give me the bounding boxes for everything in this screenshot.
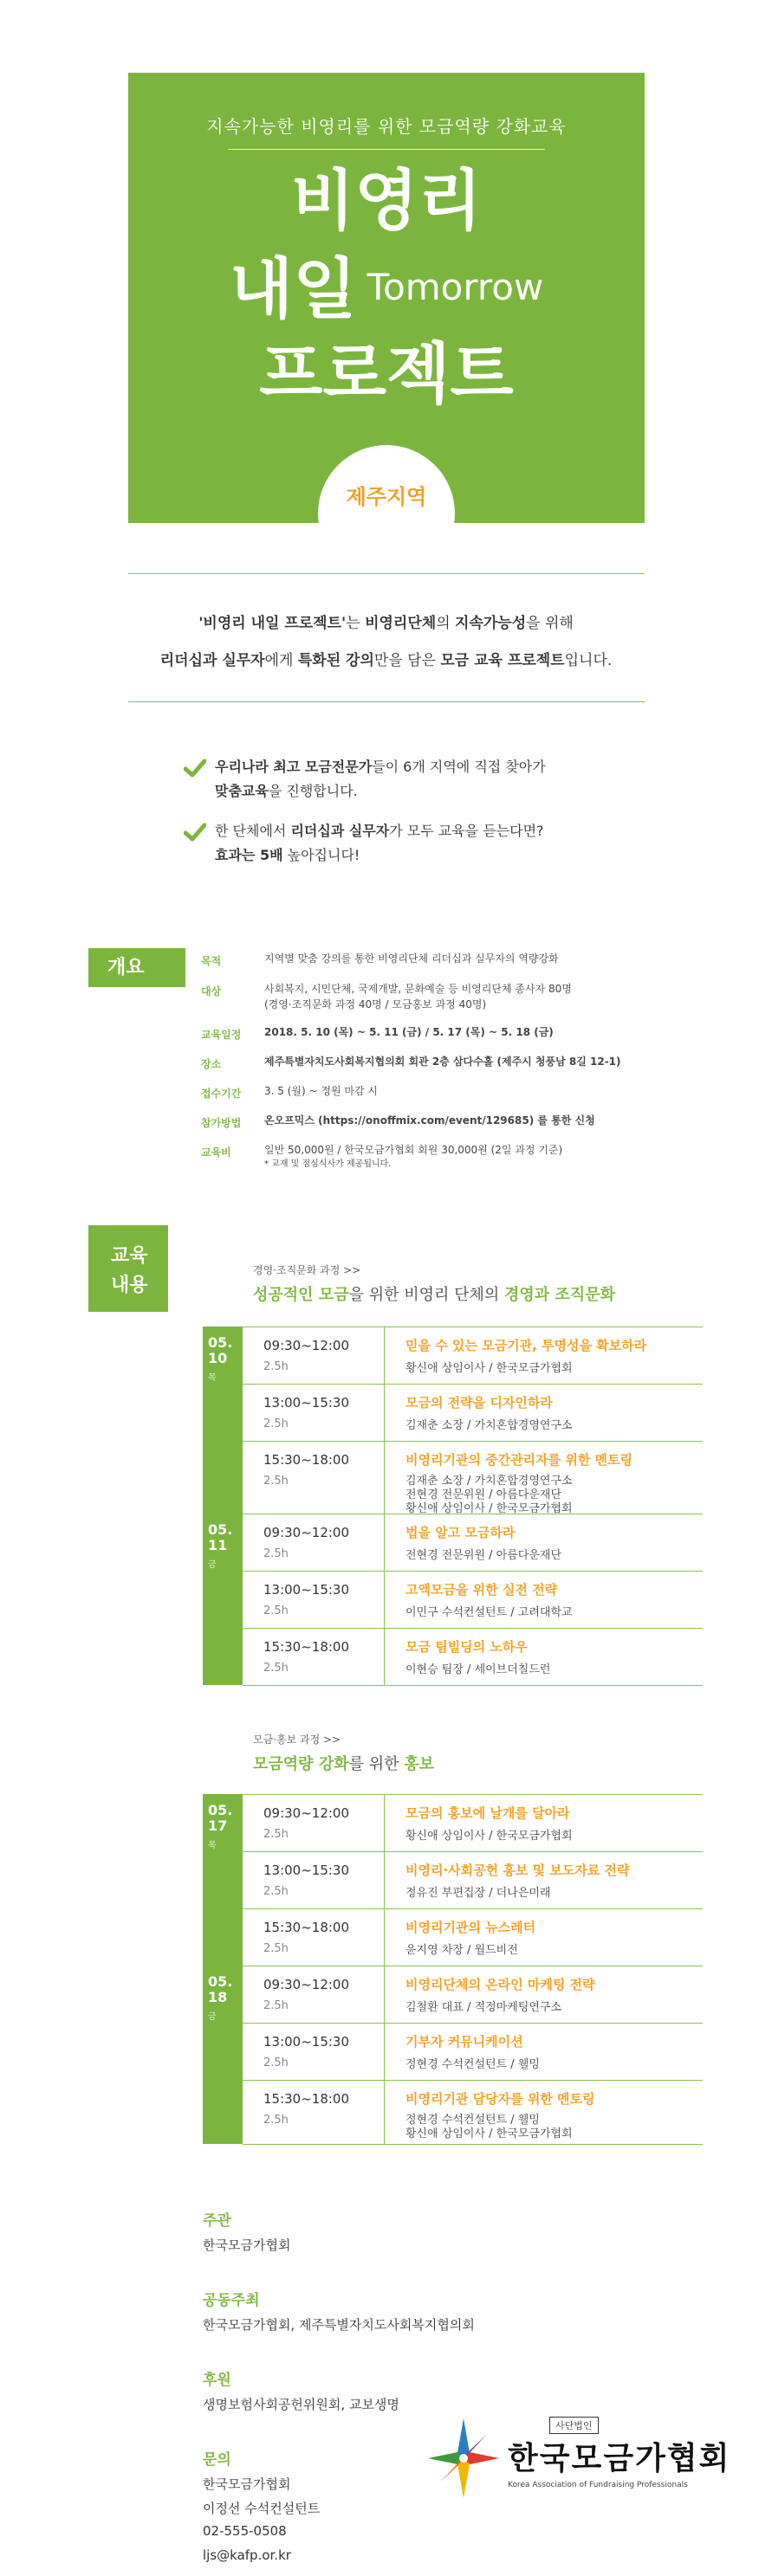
- session-time: 13:00~15:30: [263, 2034, 350, 2050]
- curriculum-tag-l1: 교육: [111, 1245, 148, 1267]
- session-time: 09:30~12:00: [263, 1338, 350, 1353]
- course-title-accent: 모금역량 강화: [253, 1755, 349, 1773]
- course1-end-rule: [243, 1685, 703, 1686]
- intro-text: 리더십과 실무자: [159, 652, 265, 669]
- intro-text: '비영리 내일 프로젝트': [198, 615, 347, 632]
- check-text-bold: 효과는 5배: [215, 847, 283, 863]
- overview-value: 일반 50,000원 / 한국모금가협회 회원 30,000원 (2일 과정 기준): [264, 1144, 563, 1156]
- contact-email[interactable]: ljs@kafp.or.kr: [203, 2547, 291, 2563]
- session-divider: [384, 1572, 385, 1628]
- intro-line1: [104, 610, 668, 632]
- check-text: [215, 779, 358, 804]
- session-speaker: 황신애 상임이사 / 한국모금가협회: [405, 1830, 573, 1843]
- course-title-accent: 홍보: [404, 1755, 434, 1773]
- overview-label: 교육일정: [201, 1029, 242, 1041]
- contact-person: 이정선 수석컨설턴트: [203, 2501, 321, 2516]
- session-divider: [384, 1909, 385, 1966]
- session-divider: [384, 1442, 385, 1514]
- overview-value: (경영·조직문화 과정 40명 / 모금홍보 과정 40명): [264, 998, 487, 1010]
- course-title-accent: 성공적인 모금: [253, 1286, 349, 1304]
- session-duration: 2.5h: [263, 1417, 289, 1430]
- overview-label: 장소: [201, 1058, 222, 1070]
- intro-text: 만을 담은: [373, 652, 441, 669]
- session-duration: 2.5h: [263, 2056, 289, 2069]
- day-date: 10: [208, 1350, 228, 1366]
- session-title: 믿을 수 있는 모금기관, 투명성을 확보하라: [405, 1338, 647, 1353]
- day-date: 11: [208, 1537, 228, 1553]
- intro-bottom-rule: [128, 701, 645, 702]
- contact-heading: 문의: [203, 2451, 231, 2469]
- day-block-0511: [203, 1514, 243, 1685]
- day-month: 05.: [208, 1973, 233, 1990]
- session-row: [243, 1908, 703, 1966]
- session-speaker: 김재춘 소장 / 가치혼합경영연구소: [405, 1475, 573, 1488]
- intro-text: 에게: [264, 652, 298, 669]
- overview-value: 온오프믹스 (https://onoffmix.com/event/129685) 를 통한 신청: [264, 1114, 595, 1127]
- intro-text: 입니다.: [564, 652, 613, 669]
- session-speaker: 정현경 수석컨설턴트 / 웰밍: [405, 2058, 540, 2071]
- session-divider: [384, 1514, 385, 1571]
- check-text-normal: 한 단체에서: [215, 823, 291, 839]
- overview-label: 접수기간: [201, 1088, 242, 1100]
- host-heading: 주관: [203, 2212, 231, 2230]
- session-row: [243, 1514, 703, 1571]
- intro-text: 모금 교육 프로젝트: [440, 652, 565, 669]
- session-speaker: 정현경 수석컨설턴트 / 웰밍: [405, 2114, 540, 2127]
- session-row: [243, 1571, 703, 1628]
- session-speaker: 황신애 상임이사 / 한국모금가협회: [405, 2127, 573, 2140]
- session-speaker: 이현승 팀장 / 세이브더칠드런: [405, 1663, 551, 1676]
- session-time: 13:00~15:30: [263, 1395, 350, 1411]
- day-month: 05.: [208, 1334, 233, 1351]
- overview-label: 대상: [201, 985, 222, 997]
- overview-value: 사회복지, 시민단체, 국제개발, 문화예술 등 비영리단체 종사자 80명: [264, 983, 572, 995]
- course1-title: [253, 1282, 615, 1305]
- session-title: 법을 알고 모금하라: [405, 1525, 516, 1540]
- check-text-normal: 높아집니다!: [282, 847, 360, 863]
- overview-note: * 교재 및 점심식사가 제공됩니다.: [264, 1159, 392, 1169]
- intro-text: 을 위해: [526, 615, 574, 632]
- hero-banner: [128, 73, 645, 523]
- region-badge-label: 제주지역: [346, 485, 427, 509]
- session-duration: 2.5h: [263, 1999, 289, 2012]
- session-row: [243, 1441, 703, 1514]
- session-divider: [384, 1966, 385, 2023]
- curriculum-tag-l2: 내용: [111, 1275, 148, 1296]
- session-title: 비영리기관의 중간관리자를 위한 멘토링: [405, 1452, 633, 1468]
- session-time: 13:00~15:30: [263, 1863, 350, 1878]
- overview-label: 교육비: [201, 1146, 231, 1159]
- intro-text: 특화된 강의: [297, 652, 374, 669]
- overview-value: 제주특별자치도사회복지협의회 회관 2층 삼다수홀 (제주시 청풍남 8길 12-1): [264, 1056, 621, 1068]
- session-time: 15:30~18:00: [263, 1920, 350, 1935]
- session-duration: 2.5h: [263, 1942, 289, 1955]
- curriculum-tag: [88, 1225, 168, 1312]
- session-row: [243, 1327, 703, 1384]
- overview-label: 목적: [201, 955, 222, 967]
- session-speaker: 황신애 상임이사 / 한국모금가협회: [405, 1502, 573, 1515]
- intro-text: 지속가능성: [455, 615, 527, 632]
- day-month: 05.: [208, 1802, 233, 1818]
- session-duration: 2.5h: [263, 1828, 289, 1841]
- session-time: 15:30~18:00: [263, 1452, 350, 1468]
- logo-name: 한국모금가협회: [508, 2440, 731, 2476]
- session-divider: [384, 2024, 385, 2080]
- logo-english: Korea Association of Fundraising Professionals: [508, 2481, 688, 2489]
- session-duration: 2.5h: [263, 2114, 289, 2127]
- intro-line2: [104, 648, 668, 669]
- day-month: 05.: [208, 1521, 233, 1538]
- check-text-bold: 리더십과 실무자: [290, 823, 390, 839]
- session-time: 15:30~18:00: [263, 1639, 350, 1655]
- sponsor-heading: 후원: [203, 2372, 231, 2389]
- overview-value: 지역별 맞춤 강의를 통한 비영리단체 리더십과 실무자의 역량강화: [264, 952, 559, 965]
- cohost-text: 한국모금가협회, 제주특별자치도사회복지협의회: [203, 2317, 475, 2333]
- session-title: 비영리기관 담당자를 위한 멘토링: [405, 2091, 595, 2107]
- day-weekday: 목: [208, 1841, 217, 1850]
- day-date: 17: [208, 1817, 228, 1834]
- day-weekday: 금: [208, 2012, 217, 2022]
- course-title-accent: 경영과 조직문화: [504, 1286, 615, 1304]
- hero-title-line1: 비영리: [290, 162, 483, 239]
- session-divider: [384, 1852, 385, 1908]
- check-text-normal: 들이 6개 지역에 직접 찾아가: [372, 759, 546, 775]
- session-time: 09:30~12:00: [263, 1525, 350, 1540]
- hero-divider: [228, 149, 545, 150]
- check-text-bold: 맞춤교육: [215, 783, 269, 799]
- session-divider: [384, 1629, 385, 1685]
- hero-title-line3: 프로젝트: [259, 335, 514, 412]
- hero-title-line2-en: Tomorrow: [367, 266, 544, 308]
- course2-end-rule: [243, 2144, 703, 2145]
- check-text: [215, 755, 546, 779]
- overview-value: 2018. 5. 10 (목) ~ 5. 11 (금) / 5. 17 (목) ~ 5. 18 (금): [264, 1026, 554, 1038]
- session-row: [243, 2080, 703, 2144]
- intro-text: 의: [436, 615, 456, 632]
- session-duration: 2.5h: [263, 1885, 289, 1898]
- checkmark-icon: [184, 759, 206, 778]
- session-divider: [384, 1327, 385, 1384]
- session-title: 모금의 홍보에 날개를 달아라: [405, 1805, 570, 1821]
- checkmark-icon: [184, 823, 206, 842]
- day-weekday: 금: [208, 1560, 217, 1570]
- logo-small-text: 사단법인: [549, 2417, 599, 2434]
- session-time: 09:30~12:00: [263, 1805, 350, 1821]
- session-duration: 2.5h: [263, 1604, 289, 1617]
- session-row: [243, 1851, 703, 1908]
- host-text: 한국모금가협회: [203, 2237, 291, 2253]
- session-row: [243, 1384, 703, 1441]
- session-speaker: 전현경 전문위원 / 아름다운재단: [405, 1549, 562, 1562]
- check-text-normal: 가 모두 교육을 듣는다면?: [389, 823, 544, 839]
- session-speaker: 김재춘 소장 / 가치혼합경영연구소: [405, 1419, 573, 1432]
- hero-subtitle: 지속가능한 비영리를 위한 모금역량 강화교육: [206, 116, 567, 137]
- day-block-0518: [203, 1966, 243, 2144]
- session-speaker: 이민구 수석컨설턴트 / 고려대학교: [405, 1606, 573, 1619]
- overview-label: 참가방법: [201, 1117, 242, 1129]
- session-duration: 2.5h: [263, 1662, 289, 1675]
- region-badge: [318, 445, 455, 582]
- session-divider: [384, 2081, 385, 2144]
- session-row: [243, 1628, 703, 1685]
- intro-text: 는: [346, 615, 366, 632]
- intro-text: 비영리단체: [365, 615, 437, 632]
- day-block-0510: [203, 1327, 243, 1514]
- check-text-normal: 을 진행합니다.: [268, 783, 358, 799]
- course-title-plain: 를 위한: [348, 1755, 405, 1773]
- session-title: 비영리기관의 뉴스레터: [405, 1920, 536, 1935]
- session-divider: [384, 1385, 385, 1441]
- session-time: 09:30~12:00: [263, 1977, 350, 1992]
- intro-top-rule: [128, 573, 645, 574]
- session-row: [243, 1966, 703, 2023]
- session-title: 비영리단체의 온라인 마케팅 전략: [405, 1977, 595, 1992]
- day-weekday: 목: [208, 1373, 217, 1383]
- session-duration: 2.5h: [263, 1360, 289, 1373]
- session-title: 고액모금을 위한 실전 전략: [405, 1582, 558, 1598]
- check-text: [215, 819, 544, 843]
- check-text-bold: 우리나라 최고 모금전문가: [215, 759, 373, 775]
- session-row: [243, 2023, 703, 2080]
- session-speaker: 윤지영 차장 / 월드비전: [405, 1944, 518, 1957]
- course2-title: [253, 1752, 434, 1774]
- session-speaker: 정유진 부편집장 / 더나은미래: [405, 1887, 551, 1900]
- hero-title-line2-ko: 내일: [229, 250, 357, 327]
- session-row: [243, 1794, 703, 1851]
- session-speaker: 김철환 대표 / 적정마케팅연구소: [405, 2001, 562, 2014]
- session-speaker: 황신애 상임이사 / 한국모금가협회: [405, 1362, 573, 1375]
- contact-org: 한국모금가협회: [203, 2476, 291, 2492]
- kafp-logo: [425, 2411, 731, 2507]
- session-title: 기부자 커뮤니케이션: [405, 2034, 523, 2050]
- session-duration: 2.5h: [263, 1547, 289, 1560]
- kafp-emblem-icon: [425, 2415, 503, 2502]
- session-duration: 2.5h: [263, 1475, 289, 1488]
- cohost-heading: 공동주최: [203, 2292, 260, 2309]
- session-time: 13:00~15:30: [263, 1582, 350, 1598]
- session-time: 15:30~18:00: [263, 2091, 350, 2107]
- session-speaker: 전현경 전문위원 / 아름다운재단: [405, 1488, 562, 1501]
- overview-value: 3. 5 (월) ~ 정원 마감 시: [264, 1085, 378, 1097]
- course2-category: 모금·홍보 과정 >>: [253, 1733, 341, 1746]
- overview-tag: 개요: [88, 948, 185, 987]
- session-title: 모금의 전략을 디자인하라: [405, 1395, 553, 1411]
- course1-category: 경영·조직문화 과정 >>: [253, 1264, 361, 1276]
- course-title-plain: 을 위한 비영리 단체의: [348, 1286, 504, 1304]
- sponsor-text: 생명보험사회공헌위원회, 교보생명: [203, 2397, 399, 2412]
- day-block-0517: [203, 1794, 243, 1966]
- day-date: 18: [208, 1989, 228, 2005]
- session-divider: [384, 1795, 385, 1851]
- contact-phone[interactable]: 02-555-0508: [203, 2523, 287, 2539]
- check-text: [215, 843, 360, 868]
- session-title: 비영리·사회공헌 홍보 및 보도자료 전략: [405, 1863, 630, 1878]
- session-title: 모금 팀빌딩의 노하우: [405, 1639, 528, 1655]
